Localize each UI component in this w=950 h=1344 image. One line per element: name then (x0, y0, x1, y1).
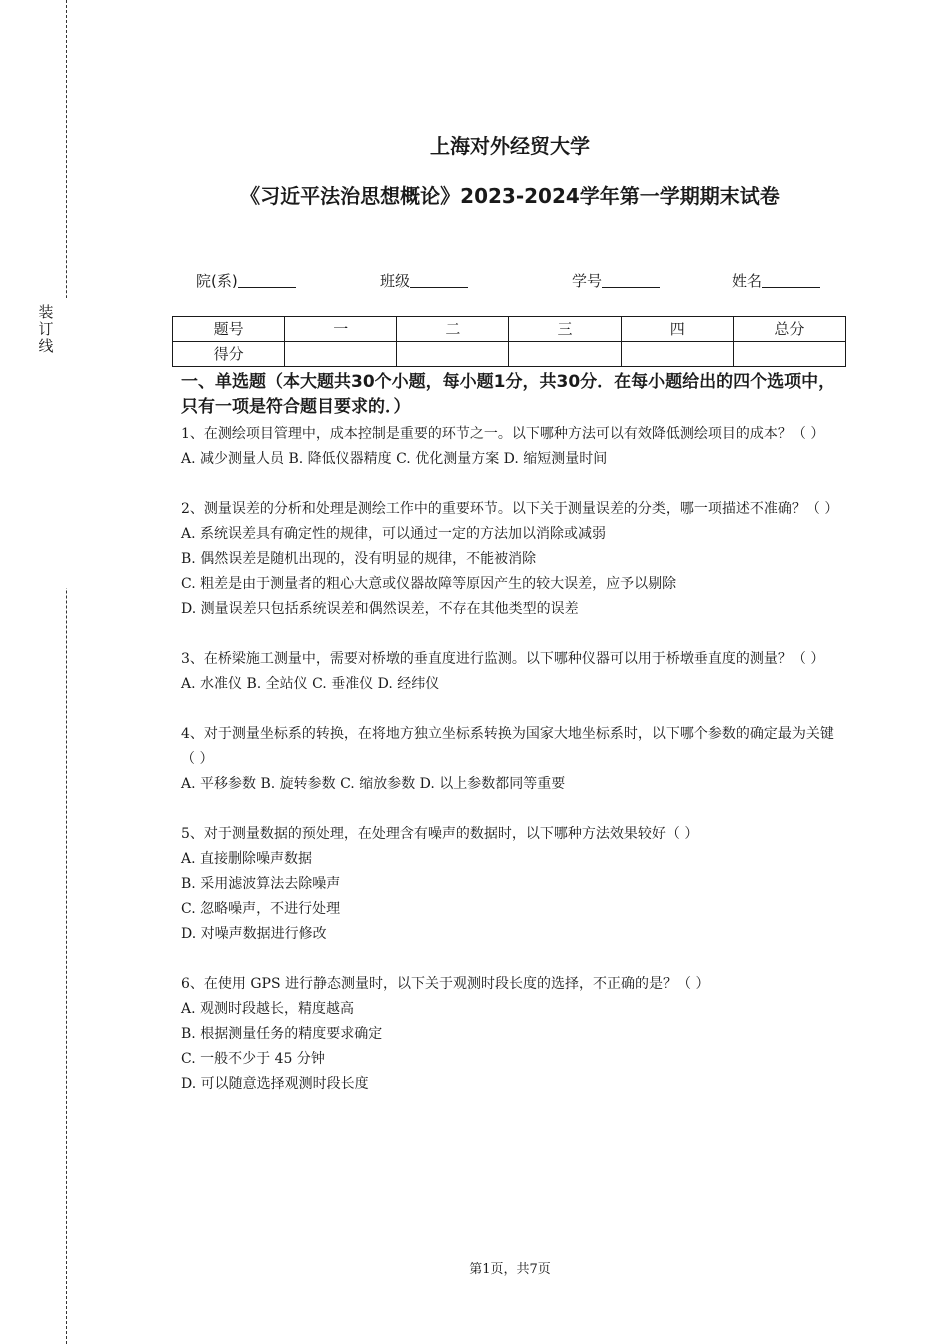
score-cell[interactable] (285, 342, 397, 367)
question-4 (181, 722, 841, 797)
question-option: A. 水准仪 B. 全站仪 C. 垂准仪 D. 经纬仪 (181, 676, 440, 692)
info-blank[interactable] (602, 271, 660, 288)
question-option: A. 系统误差具有确定性的规律，可以通过一定的方法加以消除或减弱 (181, 526, 607, 542)
student-info-row (0, 270, 950, 292)
question-option: A. 减少测量人员 B. 降低仪器精度 C. 优化测量方案 D. 缩短测量时间 (181, 451, 608, 467)
info-field-student-id[interactable] (572, 270, 660, 291)
question-3 (181, 647, 841, 697)
info-label: 班级 (380, 272, 411, 290)
page-footer: 第1页，共7页 (469, 1262, 551, 1277)
info-label: 院(系) (196, 272, 238, 290)
score-header-cell: 四 (621, 317, 733, 342)
binding-char: 线 (38, 337, 54, 355)
binding-gap (60, 298, 74, 588)
info-blank[interactable] (410, 271, 468, 288)
question-option: B. 根据测量任务的精度要求确定 (181, 1026, 383, 1042)
score-header-cell: 一 (285, 317, 397, 342)
info-field-class[interactable] (380, 270, 468, 291)
question-stem: 1、在测绘项目管理中，成本控制是重要的环节之一。以下哪种方法可以有效降低测绘项目的成本？（ ） (181, 426, 825, 442)
score-cell[interactable] (733, 342, 845, 367)
score-row-label: 得分 (173, 342, 285, 367)
question-stem: 4、对于测量坐标系的转换，在将地方独立坐标系转换为国家大地坐标系时，以下哪个参数的确定最为关键（ ） (181, 726, 834, 767)
info-field-department[interactable] (196, 270, 296, 291)
question-stem: 3、在桥梁施工测量中，需要对桥墩的垂直度进行监测。以下哪种仪器可以用于桥墩垂直度的测量？（ ） (181, 651, 825, 667)
binding-label (36, 304, 56, 355)
question-option: D. 对噪声数据进行修改 (181, 926, 327, 942)
question-option: C. 粗差是由于测量者的粗心大意或仪器故障等原因产生的较大误差，应予以剔除 (181, 576, 677, 592)
question-option: A. 直接删除噪声数据 (181, 851, 313, 867)
info-label: 姓名 (732, 272, 763, 290)
exam-content (181, 370, 841, 1122)
info-blank[interactable] (762, 271, 820, 288)
question-option: B. 偶然误差是随机出现的，没有明显的规律，不能被消除 (181, 551, 537, 567)
question-1 (181, 422, 841, 472)
score-table (172, 316, 846, 367)
question-6 (181, 972, 841, 1097)
question-option: B. 采用滤波算法去除噪声 (181, 876, 341, 892)
binding-char: 装 (38, 303, 54, 321)
university-title: 上海对外经贸大学 (430, 134, 590, 158)
score-table-score-row (173, 342, 846, 367)
section-heading: 一、单选题（本大题共30个小题，每小题1分，共30分．在每小题给出的四个选项中，只有一项是符合题目要求的．） (181, 372, 836, 417)
score-cell[interactable] (397, 342, 509, 367)
score-header-cell: 三 (509, 317, 621, 342)
binding-char: 订 (38, 320, 54, 338)
question-option: C. 一般不少于 45 分钟 (181, 1051, 325, 1067)
question-option: C. 忽略噪声，不进行处理 (181, 901, 341, 917)
score-cell[interactable] (621, 342, 733, 367)
exam-title: 《习近平法治思想概论》2023-2024学年第一学期期末试卷 (240, 184, 780, 208)
score-header-cell: 二 (397, 317, 509, 342)
score-table-header-row (173, 317, 846, 342)
question-option: D. 测量误差只包括系统误差和偶然误差，不存在其他类型的误差 (181, 601, 579, 617)
question-stem: 5、对于测量数据的预处理，在处理含有噪声的数据时，以下哪种方法效果较好（ ） (181, 826, 699, 842)
score-header-cell: 题号 (173, 317, 285, 342)
question-option: A. 观测时段越长，精度越高 (181, 1001, 355, 1017)
info-label: 学号 (572, 272, 603, 290)
score-cell[interactable] (509, 342, 621, 367)
question-option: D. 可以随意选择观测时段长度 (181, 1076, 369, 1092)
info-field-name[interactable] (732, 270, 820, 291)
question-option: A. 平移参数 B. 旋转参数 C. 缩放参数 D. 以上参数都同等重要 (181, 776, 566, 792)
question-5 (181, 822, 841, 947)
question-2 (181, 497, 841, 622)
score-header-cell: 总分 (733, 317, 845, 342)
question-stem: 6、在使用 GPS 进行静态测量时，以下关于观测时段长度的选择，不正确的是？（ ） (181, 976, 710, 992)
question-stem: 2、测量误差的分析和处理是测绘工作中的重要环节。以下关于测量误差的分类，哪一项描述不准确？（ ） (181, 501, 839, 517)
info-blank[interactable] (238, 271, 296, 288)
